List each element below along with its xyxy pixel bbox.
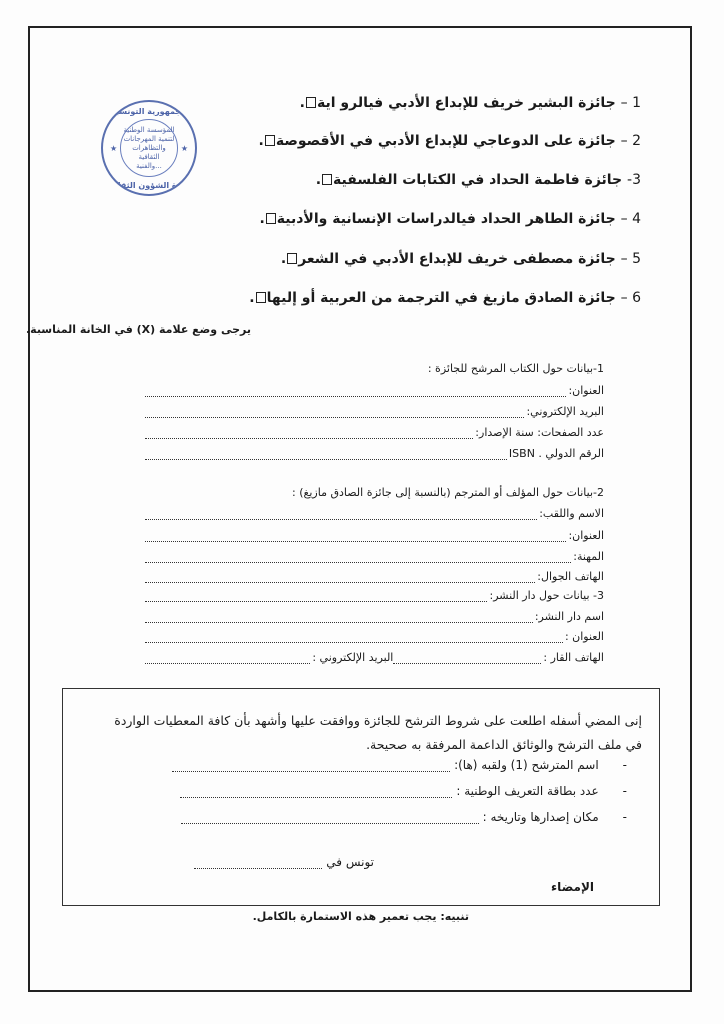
field-label: اسم المترشح (1) ولقبه (ها): (454, 758, 599, 772)
field-label: العنوان: (568, 529, 604, 542)
prize-option-6 (249, 290, 641, 306)
dotted-line (145, 591, 487, 602)
field-label: اسم دار النشر: (534, 610, 604, 623)
dotted-line (145, 509, 537, 520)
list-dash: - (622, 810, 627, 824)
dotted-line (145, 632, 563, 643)
dotted-line (145, 531, 566, 542)
field-label: المهنة: (573, 550, 604, 563)
pages-year-field[interactable] (145, 423, 604, 439)
field-label: الاسم واللقب: (539, 507, 604, 520)
prize-label: جائزة فاطمة الحداد في الكتابات الفلسفية (333, 172, 623, 188)
field-label: البريد الإلكتروني: (526, 405, 604, 418)
stamp-inner-circle (120, 119, 178, 177)
place-date-field[interactable] (194, 855, 374, 869)
prize-number: 6 – (620, 290, 641, 306)
field-label: العنوان: (568, 384, 604, 397)
book-title-field[interactable] (145, 381, 604, 397)
prize-number: 4 – (620, 211, 641, 227)
dotted-line (145, 428, 473, 439)
prize-end: . (315, 172, 322, 188)
list-dash: - (622, 784, 627, 798)
field-label: مكان إصدارها وتاريخه : (482, 810, 599, 824)
publisher-contact-field[interactable] (145, 648, 604, 664)
field-label: الهاتف الجوال: (537, 570, 604, 583)
prize-number: 2 – (620, 133, 641, 149)
candidate-name-field[interactable] (172, 758, 627, 772)
isbn-field[interactable] (145, 444, 604, 460)
prize-number: 5 – (620, 251, 641, 267)
prize-end: . (249, 290, 255, 306)
section-3-title: 3- بيانات حول دار النشر: (489, 589, 604, 602)
prize-checkbox[interactable] (306, 97, 316, 108)
prize-end: . (299, 95, 305, 111)
dotted-line (145, 552, 571, 563)
issue-place-date-field[interactable] (181, 810, 627, 824)
field-label: تونس في (326, 855, 374, 869)
book-email-field[interactable] (145, 402, 604, 418)
declaration-text: إنى المضي أسفله اطلعت على شروط الترشح للجائزة ووافقت عليها وأشهد بأن كافة المعطيات الواردة في ملف الترشح والوثائق الداعمة المرفقة به صحيحة. (114, 713, 642, 752)
prize-number: 3- (627, 172, 641, 188)
prize-checkbox[interactable] (256, 292, 266, 303)
stamp-bottom-text: وزارة الشؤون الثقافية (104, 181, 194, 190)
prize-option-5 (281, 251, 641, 267)
prize-option-1 (300, 95, 641, 111)
prize-label: جائزة على الدوعاجي للإبداع الأدبي في الأقصوصة (275, 133, 616, 149)
prize-end: . (259, 211, 265, 227)
warning-note: تنبيه: يجب تعمير هذه الاستمارة بالكامل. (252, 910, 469, 923)
ministry-stamp (101, 100, 197, 196)
prize-checkbox[interactable] (287, 253, 297, 264)
profession-field[interactable] (145, 547, 604, 563)
star-icon: ★ (180, 144, 188, 153)
stamp-inner-line: لتنمية المهرجانات (123, 134, 175, 143)
stamp-inner-line: والتظاهرات الثقافية (132, 143, 166, 161)
signature-label: الإمضاء (551, 880, 594, 894)
dotted-line (145, 612, 533, 623)
prize-number: 1 – (620, 95, 641, 111)
dotted-line (393, 653, 541, 664)
prize-label: جائزة الطاهر الحداد فيالدراسات الإنسانية والأدبية (276, 211, 616, 227)
dotted-line (145, 407, 524, 418)
prize-label: جائزة الصادق مازيغ في الترجمة من العربية أو إليها (266, 290, 616, 306)
publisher-section-row (145, 586, 604, 602)
stamp-top-text: الجمهورية التونسية (111, 107, 187, 116)
field-label: عدد بطاقة التعريف الوطنية : (456, 784, 599, 798)
prize-checkbox[interactable] (265, 135, 275, 146)
field-label: الرقم الدولي . ISBN (508, 447, 604, 460)
dotted-line (145, 386, 566, 397)
publisher-name-field[interactable] (145, 607, 604, 623)
prize-end: . (280, 251, 287, 267)
name-field[interactable] (145, 504, 604, 520)
field-label: العنوان : (564, 630, 604, 643)
prize-label: جائزة مصطفى خريف للإبداع الأدبي في الشعر (298, 251, 616, 267)
section-1-title: 1-بيانات حول الكتاب المرشح للجائزة : (427, 362, 604, 375)
prize-end: . (258, 133, 264, 149)
publisher-address-field[interactable] (145, 627, 604, 643)
star-icon: ★ (110, 144, 118, 153)
prize-checkbox[interactable] (322, 174, 332, 185)
field-label: البريد الإلكتروني : (312, 651, 394, 664)
dotted-line (145, 572, 535, 583)
field-label: الهاتف القار : (543, 651, 604, 664)
dotted-line (181, 813, 479, 824)
prize-option-4 (259, 211, 641, 227)
address-field[interactable] (145, 526, 604, 542)
dotted-line (172, 761, 450, 772)
dotted-line (194, 858, 322, 869)
checkbox-instruction: يرجى وضع علامة (X) في الخانة المناسبة. (25, 323, 251, 336)
section-2-title: 2-بيانات حول المؤلف أو المترجم (بالنسبة إلى جائزة الصادق مازيغ) : (292, 486, 604, 499)
dotted-line (145, 449, 507, 460)
prize-checkbox[interactable] (266, 213, 276, 224)
prize-option-3 (316, 172, 641, 188)
mobile-field[interactable] (145, 567, 604, 583)
dotted-line (180, 787, 452, 798)
prize-label: جائزة البشير خريف للإبداع الأدبي فيالرو اية (316, 95, 616, 111)
id-card-field[interactable] (180, 784, 627, 798)
list-dash: - (622, 758, 627, 772)
field-label: عدد الصفحات: سنة الإصدار: (475, 426, 604, 439)
stamp-inner-line: المؤسسة الوطنية (123, 125, 175, 134)
stamp-inner-line: ...والفنية (136, 161, 162, 170)
prize-option-2 (259, 133, 642, 149)
dotted-line (145, 653, 310, 664)
